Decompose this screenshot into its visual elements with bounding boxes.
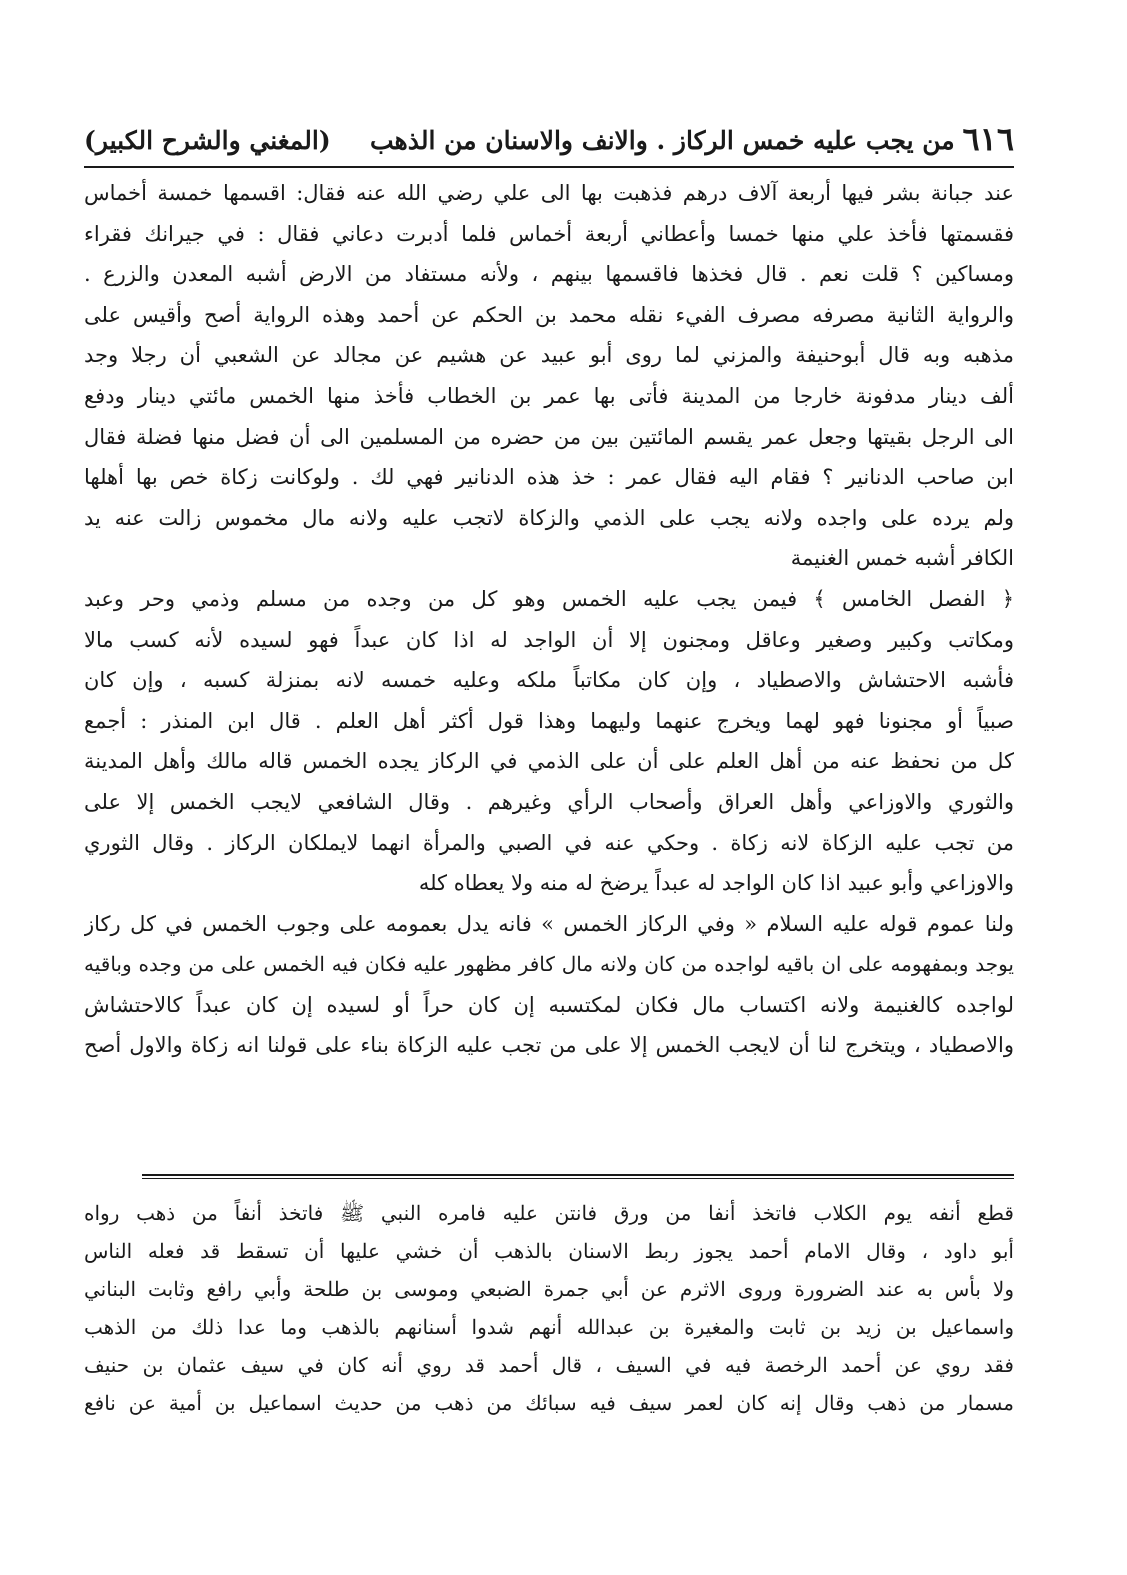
footnotes xyxy=(84,1194,1014,1422)
text-line: عند جبانة بشر فيها أربعة آلاف درهم فذهبت بها الى علي رضي الله عنه فقال: اقسمها خمسة أخماس xyxy=(84,181,1014,205)
text-line: من تجب عليه الزكاة لانه زكاة . وحكي عنه في الصبي والمرأة انهما لايملكان الركاز . وقال الثوري xyxy=(84,830,1014,855)
text-line: والثوري والاوزاعي وأهل العراق وأصحاب الرأي وغيرهم . وقال الشافعي لايجب الخمس إلا على xyxy=(84,789,1014,814)
text-line: ولنا عموم قوله عليه السلام « وفي الركاز الخمس » فانه يدل بعمومه على وجوب الخمس في كل ركاز xyxy=(84,911,1014,936)
chapter-title: من يجب عليه خمس الركاز . والانف والاسنان من الذهب xyxy=(370,126,955,155)
text-line: صبياً أو مجنونا فهو لهما ويخرج عنهما وليهما وهذا قول أكثر أهل العلم . قال ابن المنذر : أجمع xyxy=(84,708,1014,733)
text-line: ابن صاحب الدنانير ؟ فقام اليه فقال عمر : خذ هذه الدنانير فهي لك . ولوكانت زكاة خص بها أهلها xyxy=(84,465,1014,490)
text-line: ولم يرده على واجده ولانه يجب على الذمي والزكاة لاتجب عليه ولانه مال مخموس زالت عنه يد xyxy=(84,505,1014,530)
text-line: فأشبه الاحتشاش والاصطياد ، وإن كان مكاتباً ملكه وعليه خمسه لانه بمنزلة كسبه ، وإن كان xyxy=(84,668,1014,693)
text-line: والاصطياد ، ويتخرج لنا أن لايجب الخمس إلا على من تجب عليه الزكاة بناء على قولنا انه زكاة والاول أصح xyxy=(84,1033,1014,1058)
page-header xyxy=(84,122,1014,166)
text-line: والرواية الثانية مصرفه مصرف الفيء نقله محمد بن الحكم عن أحمد وهذه الرواية أصح وأقيس على xyxy=(84,302,1014,327)
main-text xyxy=(84,173,1014,1066)
page-number: ٦١٦ xyxy=(962,120,1014,158)
footnote-line: أبو داود ، وقال الامام أحمد يجوز ربط الاسنان بالذهب أن خشي عليها أن تسقط قد فعله الناس xyxy=(84,1239,1014,1263)
footnote-line: مسمار من ذهب وقال إنه كان لعمر سيف فيه سبائك من ذهب من حديث اسماعيل بن أمية عن نافع xyxy=(84,1391,1014,1415)
text-line: الكافر أشبه خمس الغنيمة xyxy=(790,546,1014,571)
footnote-line: واسماعيل بن زيد بن ثابت والمغيرة بن عبدالله أنهم شدوا أسنانهم بالذهب وما عدا ذلك من الذهب xyxy=(84,1315,1014,1339)
text-line: ألف دينار مدفونة خارجا من المدينة فأتى بها عمر بن الخطاب فأخذ منها الخمس مائتي دينار ودفع xyxy=(84,383,1014,408)
footnote-divider xyxy=(142,1174,1014,1179)
footnote-line: قطع أنفه يوم الكلاب فاتخذ أنفا من ورق فانتن عليه فامره النبي ﷺ فاتخذ أنفاً من ذهب رواه xyxy=(84,1201,1014,1225)
footnote-line: فقد روي عن أحمد الرخصة فيه في السيف ، قال أحمد قد روي أنه كان في سيف عثمان بن حنيف xyxy=(84,1353,1014,1377)
text-line: فقسمتها فأخذ علي منها خمسا وأعطاني أربعة أخماس فلما أدبرت دعاني فقال : في جيرانك فقراء xyxy=(84,221,1014,246)
text-line: لواجده كالغنيمة ولانه اكتساب مال فكان لمكتسبه إن كان حراً أو لسيده إن كان عبداً كالاحتشاش xyxy=(84,992,1014,1017)
text-line: والاوزاعي وأبو عبيد اذا كان الواجد له عبداً يرضخ له منه ولا يعطاه كله xyxy=(418,871,1014,896)
section-heading-line: ﴿ الفصل الخامس ﴾ فيمن يجب عليه الخمس وهو كل من وجده من مسلم وذمي وحر وعبد xyxy=(84,586,1014,611)
header-rule xyxy=(84,166,1014,168)
text-line: مذهبه وبه قال أبوحنيفة والمزني لما روى أبو عبيد عن هشيم عن مجالد عن الشعبي أن رجلا وجد xyxy=(84,343,1014,368)
book-title: (المغني والشرح الكبير) xyxy=(84,126,331,155)
text-line: ومساكين ؟ قلت نعم . قال فخذها فاقسمها بينهم ، ولأنه مستفاد من الارض أشبه المعدن والزرع . xyxy=(84,262,1014,287)
text-line: الى الرجل بقيتها وجعل عمر يقسم المائتين بين من حضره من المسلمين الى أن فضل منها فضلة فقال xyxy=(84,424,1014,449)
text-line: ومكاتب وكبير وصغير وعاقل ومجنون إلا أن الواجد له اذا كان عبداً فهو لسيده لأنه كسب مالا xyxy=(84,627,1014,652)
text-line: كل من نحفظ عنه من أهل العلم على أن على الذمي في الركاز يجده الخمس قاله مالك وأهل المدينة xyxy=(84,749,1014,774)
text-line: يوجد وبمفهومه على ان باقيه لواجده من كان ولانه مال كافر مظهور عليه فكان فيه الخمس على من وجده وباقيه xyxy=(84,952,1014,977)
footnote-line: ولا بأس به عند الضرورة وروى الاثرم عن أبي جمرة الضبعي وموسى بن طلحة وأبي رافع وثابت البناني xyxy=(84,1277,1014,1301)
